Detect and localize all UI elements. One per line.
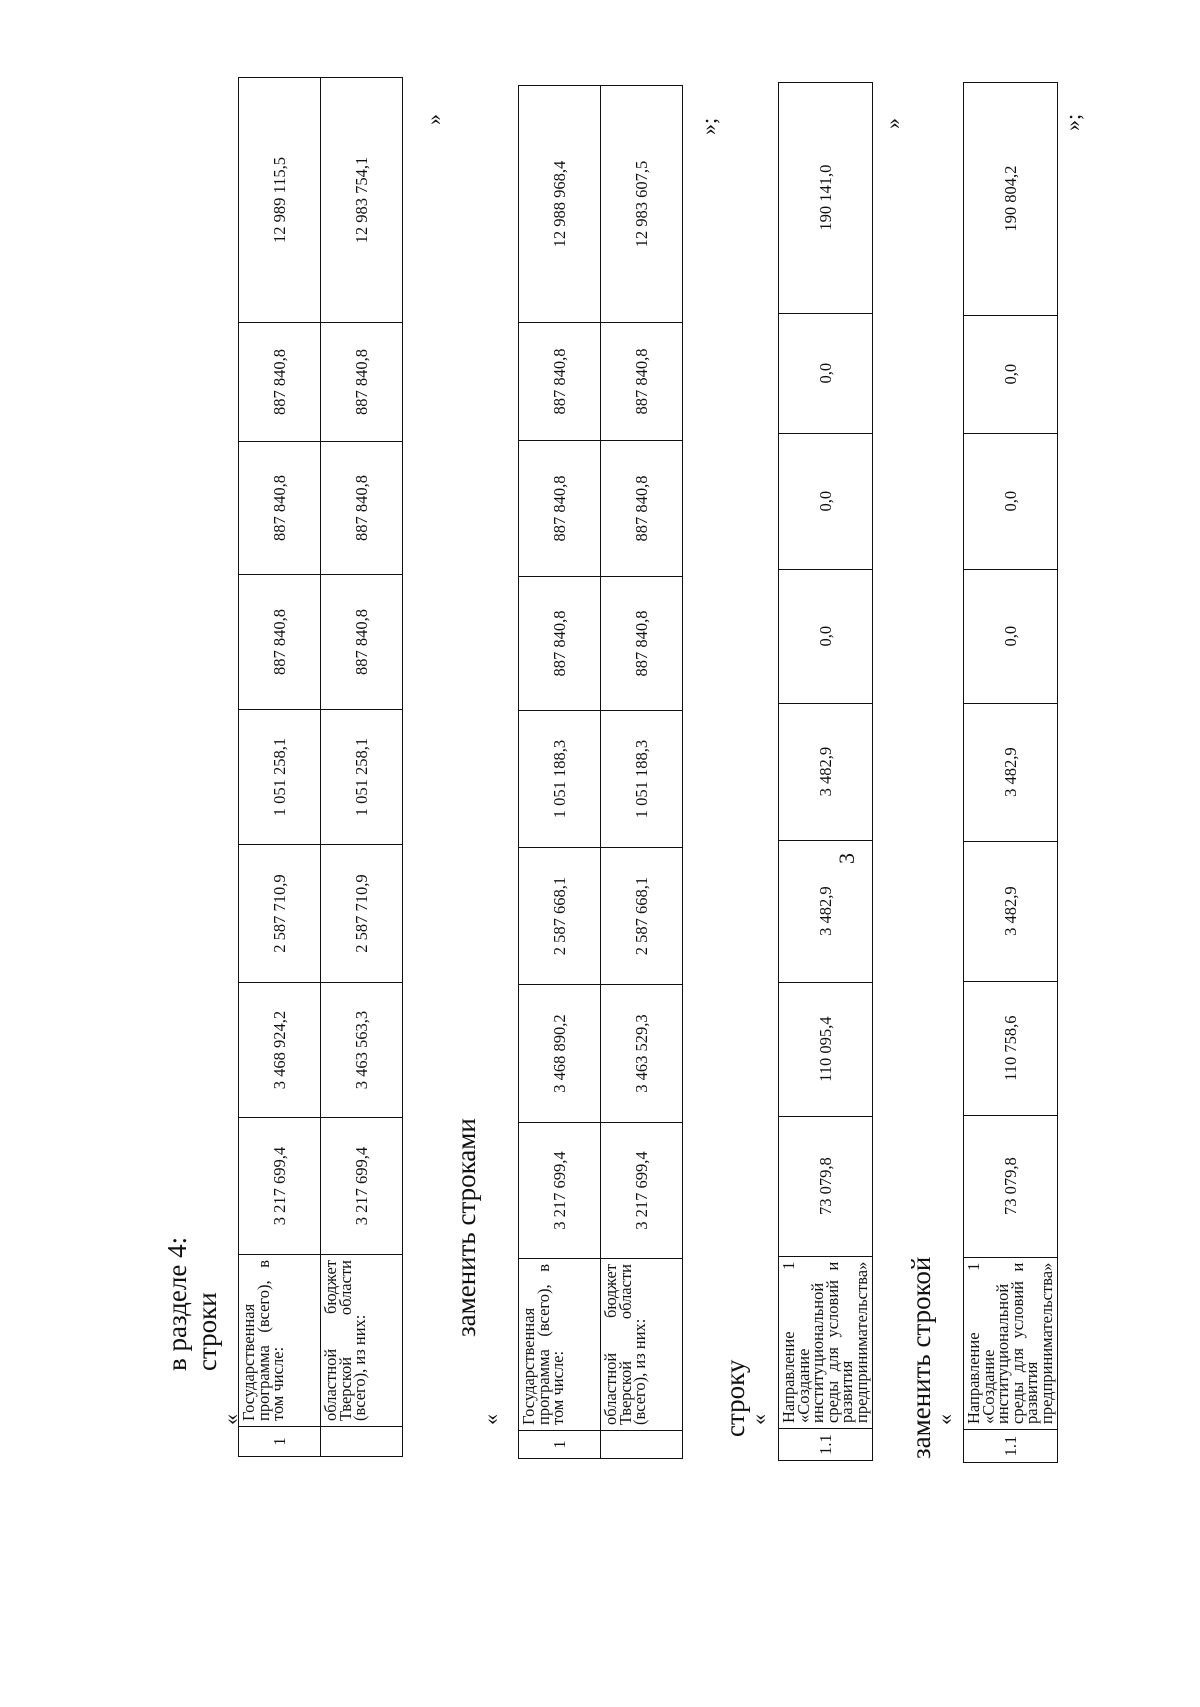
value-cell: 887 840,8 xyxy=(601,441,683,577)
value-cell: 3 468 924,2 xyxy=(239,983,321,1118)
close-quote-semicolon: »; xyxy=(696,117,721,135)
replacement-rows-table xyxy=(518,85,683,1459)
value-cell: 887 840,8 xyxy=(601,577,683,711)
value-cell: 2 587 668,1 xyxy=(601,848,683,985)
value-cell: 887 840,8 xyxy=(321,442,403,575)
row-number: 1.1 xyxy=(964,1430,1058,1463)
replacement-row-table xyxy=(963,82,1058,1463)
total-cell: 12 983 754,1 xyxy=(321,78,403,323)
value-cell: 0,0 xyxy=(779,569,873,703)
row-number: 1.1 xyxy=(779,1429,873,1461)
total-cell: 190 141,0 xyxy=(779,82,873,313)
value-cell: 3 468 890,2 xyxy=(519,985,601,1123)
open-quote: « xyxy=(932,1414,957,1425)
value-cell: 73 079,8 xyxy=(964,1115,1058,1257)
value-cell: 3 463 529,3 xyxy=(601,985,683,1123)
value-cell: 0,0 xyxy=(964,433,1058,569)
value-cell: 1 051 188,3 xyxy=(601,711,683,848)
value-cell: 3 482,9 xyxy=(964,703,1058,841)
value-cell: 887 840,8 xyxy=(239,442,321,575)
table-row xyxy=(779,82,873,1460)
value-cell: 3 482,9 xyxy=(779,840,873,982)
replace-rows-label: заменить строками xyxy=(451,1118,481,1337)
close-quote: » xyxy=(880,118,905,129)
value-cell: 887 840,8 xyxy=(321,575,403,710)
value-cell: 3 482,9 xyxy=(779,703,873,840)
table-row xyxy=(601,86,683,1459)
close-quote-semicolon: »; xyxy=(1060,113,1085,131)
value-cell: 0,0 xyxy=(779,313,873,433)
open-quote: « xyxy=(746,1414,771,1425)
value-cell: 887 840,8 xyxy=(239,323,321,442)
total-cell: 190 804,2 xyxy=(964,82,1058,315)
row-label: Направление 1 «Создание институциональной среды для условий и развития предпринимательства» xyxy=(779,1256,873,1428)
value-cell: 3 217 699,4 xyxy=(519,1123,601,1259)
value-cell: 887 840,8 xyxy=(519,323,601,441)
row-label: областной бюджет Тверской области (всего), из них: xyxy=(321,1255,403,1427)
row-label: областной бюджет Тверской области (всего), из них: xyxy=(601,1259,683,1431)
value-cell: 3 217 699,4 xyxy=(321,1118,403,1255)
row-label: Направление 1 «Создание институциональной среды для условий и развития предпринимательства» xyxy=(964,1257,1058,1429)
table-row xyxy=(239,78,321,1457)
section-heading: в разделе 4: xyxy=(162,1236,192,1371)
row-number: 1 xyxy=(239,1427,321,1457)
value-cell: 887 840,8 xyxy=(519,577,601,711)
row-label: Государственная программа (всего), в том числе: xyxy=(519,1259,601,1431)
value-cell: 887 840,8 xyxy=(239,575,321,710)
value-cell: 887 840,8 xyxy=(519,441,601,577)
replace-row-label: заменить строкой xyxy=(906,1256,936,1459)
total-cell: 12 983 607,5 xyxy=(601,86,683,323)
value-cell: 0,0 xyxy=(779,433,873,569)
table-row xyxy=(321,78,403,1457)
value-cell: 1 051 258,1 xyxy=(321,710,403,845)
value-cell: 887 840,8 xyxy=(321,323,403,442)
value-cell: 2 587 710,9 xyxy=(321,845,403,983)
value-cell: 3 217 699,4 xyxy=(239,1118,321,1255)
value-cell: 887 840,8 xyxy=(601,323,683,441)
original-rows-table xyxy=(238,77,403,1457)
value-cell: 1 051 188,3 xyxy=(519,711,601,848)
value-cell: 3 217 699,4 xyxy=(601,1123,683,1259)
page-number: 3 xyxy=(834,853,859,864)
row-word-label: строку xyxy=(720,1359,750,1437)
close-quote: » xyxy=(421,114,446,125)
row-number xyxy=(321,1427,403,1457)
value-cell: 0,0 xyxy=(964,569,1058,703)
value-cell: 110 095,4 xyxy=(779,982,873,1116)
value-cell: 2 587 710,9 xyxy=(239,845,321,983)
row-label: Государственная программа (всего), в том числе: xyxy=(239,1255,321,1427)
value-cell: 73 079,8 xyxy=(779,1116,873,1256)
row-number xyxy=(601,1431,683,1459)
open-quote: « xyxy=(478,1414,503,1425)
value-cell: 1 051 258,1 xyxy=(239,710,321,845)
value-cell: 2 587 668,1 xyxy=(519,848,601,985)
total-cell: 12 989 115,5 xyxy=(239,78,321,323)
table-row xyxy=(964,82,1058,1462)
row-number: 1 xyxy=(519,1431,601,1459)
total-cell: 12 988 968,4 xyxy=(519,86,601,323)
value-cell: 110 758,6 xyxy=(964,981,1058,1115)
rows-label: строки xyxy=(192,1292,222,1371)
original-row-table xyxy=(778,82,873,1461)
value-cell: 0,0 xyxy=(964,315,1058,433)
value-cell: 3 482,9 xyxy=(964,841,1058,981)
open-quote: « xyxy=(218,1414,243,1425)
table-row xyxy=(519,86,601,1459)
value-cell: 3 463 563,3 xyxy=(321,983,403,1118)
